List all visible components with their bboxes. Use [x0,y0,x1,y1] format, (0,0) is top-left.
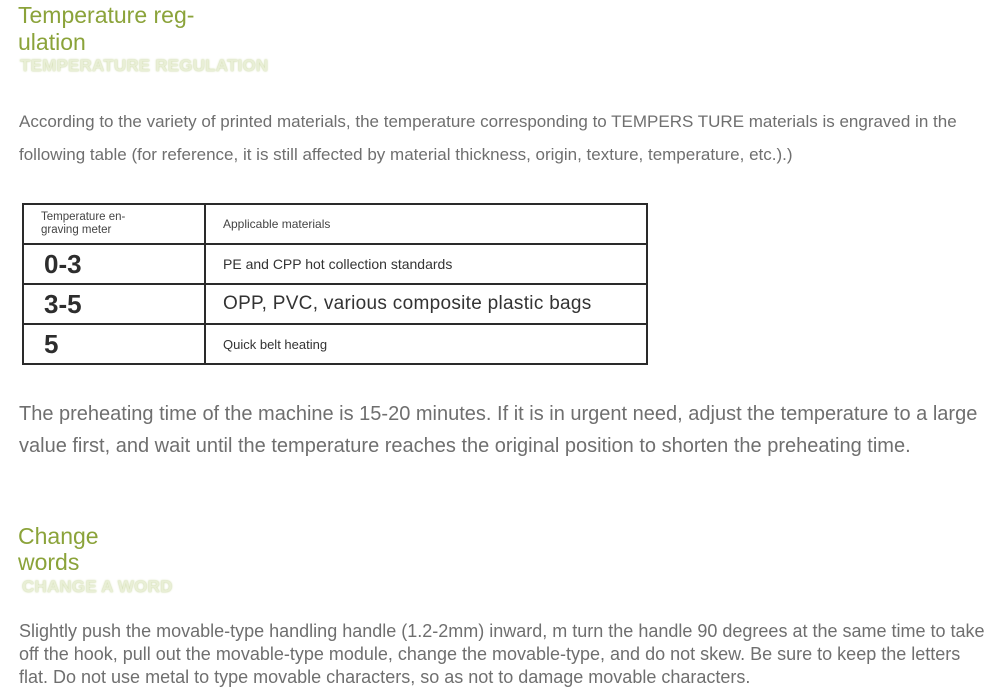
table-cell-range: 5 [23,324,205,364]
header-temperature-meter: Temperature en- graving meter [23,204,205,244]
table-cell-material: Quick belt heating [205,324,647,364]
table-cell-material: OPP, PVC, various composite plastic bags [205,284,647,324]
table-row [23,284,647,324]
temperature-section-title: Temperature reg- ulation [18,2,195,55]
table-row [23,324,647,364]
header-applicable-materials: Applicable materials [205,204,647,244]
preheat-paragraph: The preheating time of the machine is 15-20 minutes. If it is in urgent need, adjust the temperature to a large value first, and wait until the temperature reaches the original position to shorten the preheating time. [19,403,978,457]
change-paragraph: Slightly push the movable-type handling handle (1.2-2mm) inward, m turn the handle 90 degrees at the same time to take off the hook, pull out the movable-type module, change the movable-type, and do not skew. Be sure to keep the letters flat. Do not use metal to type movable characters, so as not to damage movable characters. [19,621,985,687]
table-cell-range: 0-3 [23,244,205,284]
table-cell-material: PE and CPP hot collection standards [205,244,647,284]
table-row [23,244,647,284]
change-section-subtitle: CHANGE A WORD [22,577,173,596]
change-section-title: Change words [18,523,99,575]
table-cell-range: 3-5 [23,284,205,324]
temperature-section-subtitle: TEMPERATURE REGULATION [20,56,269,75]
intro-paragraph: According to the variety of printed materials, the temperature corresponding to TEMPERS TURE materials is engraved in the following table (for reference, it is still affected by material thickness, origin, texture, temperature, etc.).) [19,112,957,164]
temperature-table [22,203,648,365]
table-header-row [23,204,647,244]
